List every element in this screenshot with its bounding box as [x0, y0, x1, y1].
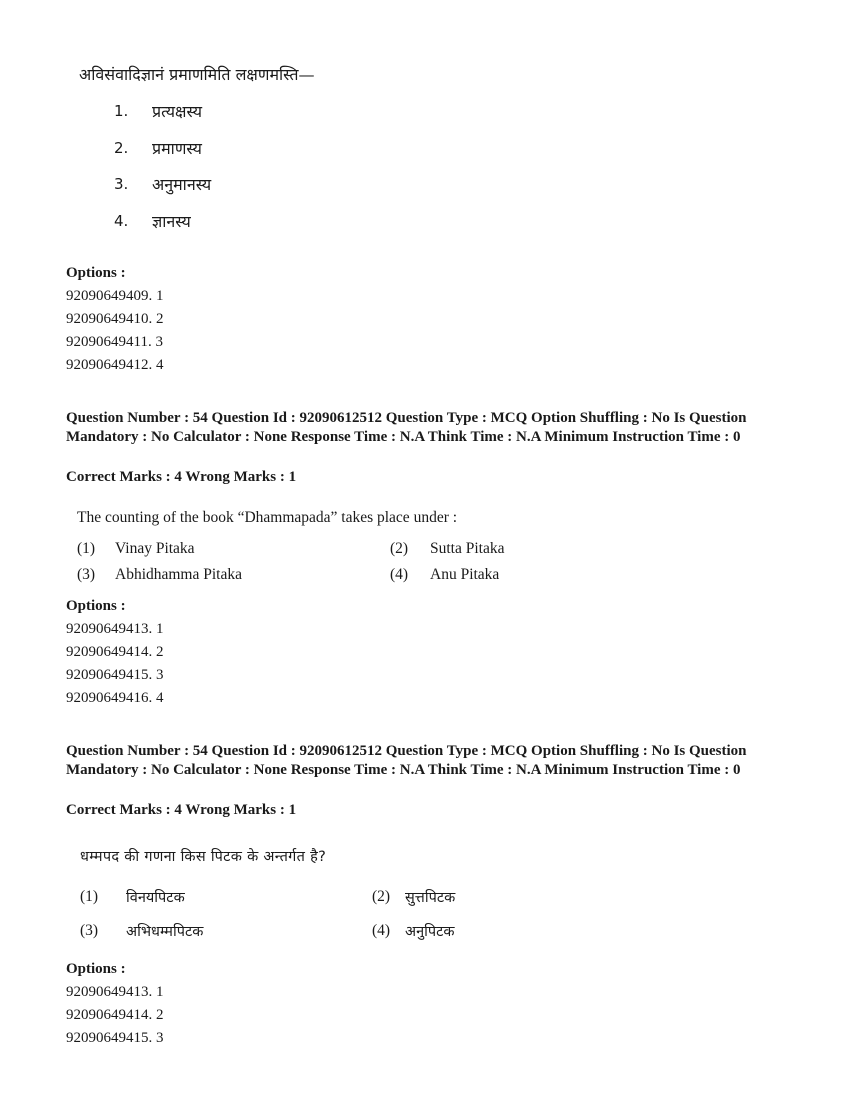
choice-number: 1.	[114, 102, 129, 120]
choice-text: Abhidhamma Pitaka	[115, 566, 242, 583]
choice-number: 2.	[114, 139, 129, 157]
choice-number: 3.	[114, 175, 129, 193]
options-heading: Options :	[66, 598, 126, 614]
choice-number: 4.	[114, 212, 129, 230]
choice-text: अनुपिटक	[405, 924, 455, 940]
option-id: 92090649413. 1	[66, 984, 164, 1000]
options-heading: Options :	[66, 265, 126, 281]
option-id: 92090649411. 3	[66, 334, 163, 350]
choice-text: प्रमाणस्य	[152, 139, 202, 158]
choice-text: ज्ञानस्य	[152, 212, 191, 231]
choice-number: (1)	[77, 540, 96, 557]
options-heading: Options :	[66, 961, 126, 977]
option-id: 92090649415. 3	[66, 667, 164, 683]
option-id: 92090649414. 2	[66, 1007, 164, 1023]
choice-number: (4)	[390, 566, 409, 583]
marks-line: Correct Marks : 4 Wrong Marks : 1	[66, 469, 297, 485]
option-id: 92090649412. 4	[66, 357, 164, 373]
choice-text: Sutta Pitaka	[430, 540, 505, 557]
question-meta: Question Number : 54 Question Id : 92090612512 Question Type : MCQ Option Shuffling : No Is Question Mandatory : No Calculator : None Response Time : N.A Think Time : N.A Minimum Instruction Time : 0	[66, 743, 747, 778]
choice-text: प्रत्यक्षस्य	[152, 102, 203, 121]
option-id: 92090649415. 3	[66, 1030, 164, 1046]
choice-text: Vinay Pitaka	[115, 540, 195, 557]
choice-text: अभिधम्मपिटक	[126, 924, 204, 940]
choice-text: अनुमानस्य	[152, 175, 212, 194]
question-text: धम्मपद की गणना किस पिटक के अन्तर्गत है?	[80, 849, 327, 865]
choice-number: (3)	[77, 566, 96, 583]
marks-line: Correct Marks : 4 Wrong Marks : 1	[66, 802, 297, 818]
question-text: The counting of the book “Dhammapada” takes place under :	[77, 509, 458, 526]
choice-number: (2)	[390, 540, 409, 557]
option-id: 92090649413. 1	[66, 621, 164, 637]
question-text: अविसंवादिज्ञानं प्रमाणमिति लक्षणमस्ति—	[79, 65, 315, 84]
choice-text: सुत्तपिटक	[405, 890, 456, 906]
choice-number: (1)	[80, 888, 99, 905]
choice-number: (2)	[372, 888, 391, 905]
choice-number: (3)	[80, 922, 99, 939]
choice-text: Anu Pitaka	[430, 566, 500, 583]
option-id: 92090649410. 2	[66, 311, 164, 327]
choice-text: विनयपिटक	[126, 890, 185, 906]
option-id: 92090649414. 2	[66, 644, 164, 660]
question-meta: Question Number : 54 Question Id : 92090612512 Question Type : MCQ Option Shuffling : No Is Question Mandatory : No Calculator : None Response Time : N.A Think Time : N.A Minimum Instruction Time : 0	[66, 410, 747, 445]
option-id: 92090649409. 1	[66, 288, 164, 304]
choice-number: (4)	[372, 922, 391, 939]
option-id: 92090649416. 4	[66, 690, 164, 706]
